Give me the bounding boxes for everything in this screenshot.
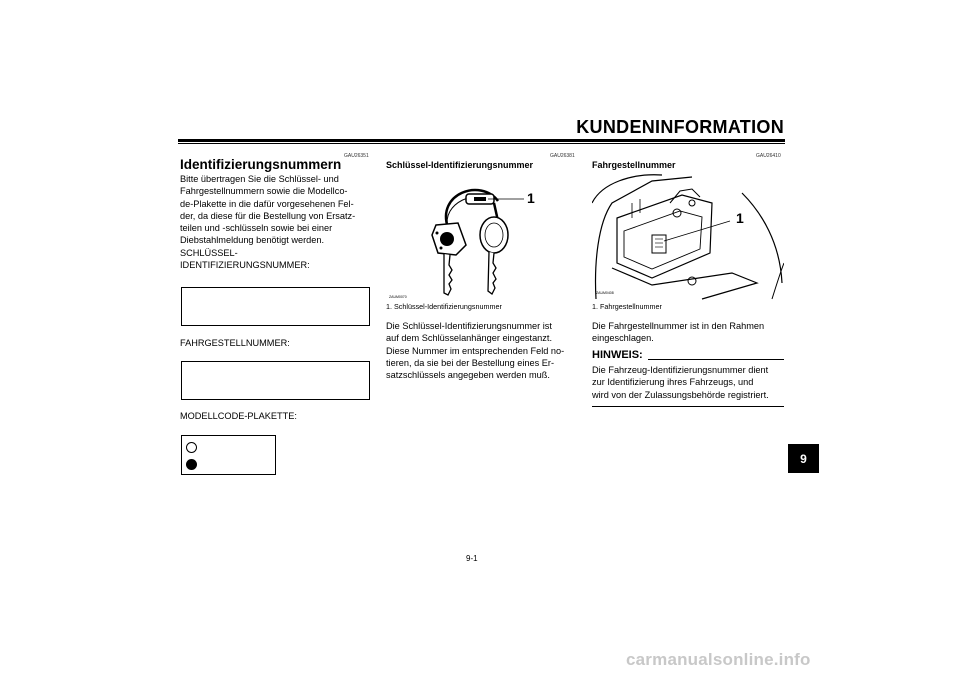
text-line: Diebstahlmeldung benötigt werden. <box>180 235 325 246</box>
text-line: Die Schlüssel-Identifizierungsnummer ist <box>386 321 552 331</box>
watermark: carmanualsonline.info <box>626 650 811 669</box>
model-code-field[interactable] <box>181 435 276 475</box>
frame-text <box>592 320 787 345</box>
section-heading: Schlüssel-Identifizierungsnummer <box>386 160 534 170</box>
text-line: tieren, da sie bei der Bestellung eines Er- <box>386 357 555 368</box>
note-rule <box>648 359 784 360</box>
chapter-tab: 9 <box>788 444 819 473</box>
text-line: SCHLÜSSEL- <box>180 247 238 258</box>
text-line: de-Plakette in die dafür vorgesehenen Fel- <box>180 198 354 209</box>
text-line: teilen und -schlüsseln sowie bei einer <box>180 223 333 234</box>
text-line: Diese Nummer im entsprechenden Feld no- <box>386 345 565 356</box>
figure-code: ZAUM0070 <box>389 295 407 299</box>
frame-number-field[interactable] <box>181 361 370 400</box>
text-line: IDENTIFIZIERUNGSNUMMER: <box>180 260 310 271</box>
figure-caption: 1. Fahrgestellnummer <box>592 302 662 311</box>
model-code-label: MODELLCODE-PLAKETTE: <box>180 411 297 421</box>
hole-icon <box>186 442 197 453</box>
section-code: GAU26410 <box>756 153 781 159</box>
key-text <box>386 320 581 381</box>
callout-number: 1 <box>736 210 744 226</box>
page-title: KUNDENINFORMATION <box>576 117 784 137</box>
section-heading: Fahrgestellnummer <box>592 160 676 170</box>
key-illustration <box>386 173 578 300</box>
frame-illustration <box>592 173 784 300</box>
text-line: auf dem Schlüsselanhänger eingestanzt. <box>386 333 552 344</box>
intro-text <box>180 173 375 271</box>
text-line: satzschlüssels angegeben werden muß. <box>386 370 550 381</box>
title-rule <box>178 139 785 142</box>
text-line: Bitte übertragen Sie die Schlüssel- und <box>180 174 339 184</box>
text-line: Die Fahrzeug-Identifizierungsnummer dient <box>592 365 769 375</box>
figure-caption: 1. Schlüssel-Identifizierungsnummer <box>386 302 502 311</box>
note-text <box>592 364 787 401</box>
text-line: der, da diese für die Bestellung von Ersatz- <box>180 210 356 221</box>
text-line: eingeschlagen. <box>592 333 654 344</box>
note-heading: HINWEIS: <box>592 349 643 361</box>
section-code: GAU26351 <box>344 153 369 159</box>
section-heading: Identifizierungsnummern <box>180 157 342 172</box>
figure-code: ZAUM0408 <box>596 291 614 295</box>
frame-number-label: FAHRGESTELLNUMMER: <box>180 338 290 348</box>
section-code: GAU26381 <box>550 153 575 159</box>
note-rule-bottom <box>592 406 784 407</box>
text-line: wird von der Zulassungsbehörde registriert. <box>592 389 769 400</box>
text-line: zur Identifizierung ihres Fahrzeugs, und <box>592 377 754 388</box>
text-line: Fahrgestellnummern sowie die Modellco- <box>180 186 348 197</box>
title-rule-thin <box>178 143 785 144</box>
key-number-field[interactable] <box>181 287 370 326</box>
rivet-icon <box>186 459 197 470</box>
text-line: Die Fahrgestellnummer ist in den Rahmen <box>592 321 765 331</box>
page-number: 9-1 <box>466 554 478 563</box>
callout-number: 1 <box>527 190 535 206</box>
